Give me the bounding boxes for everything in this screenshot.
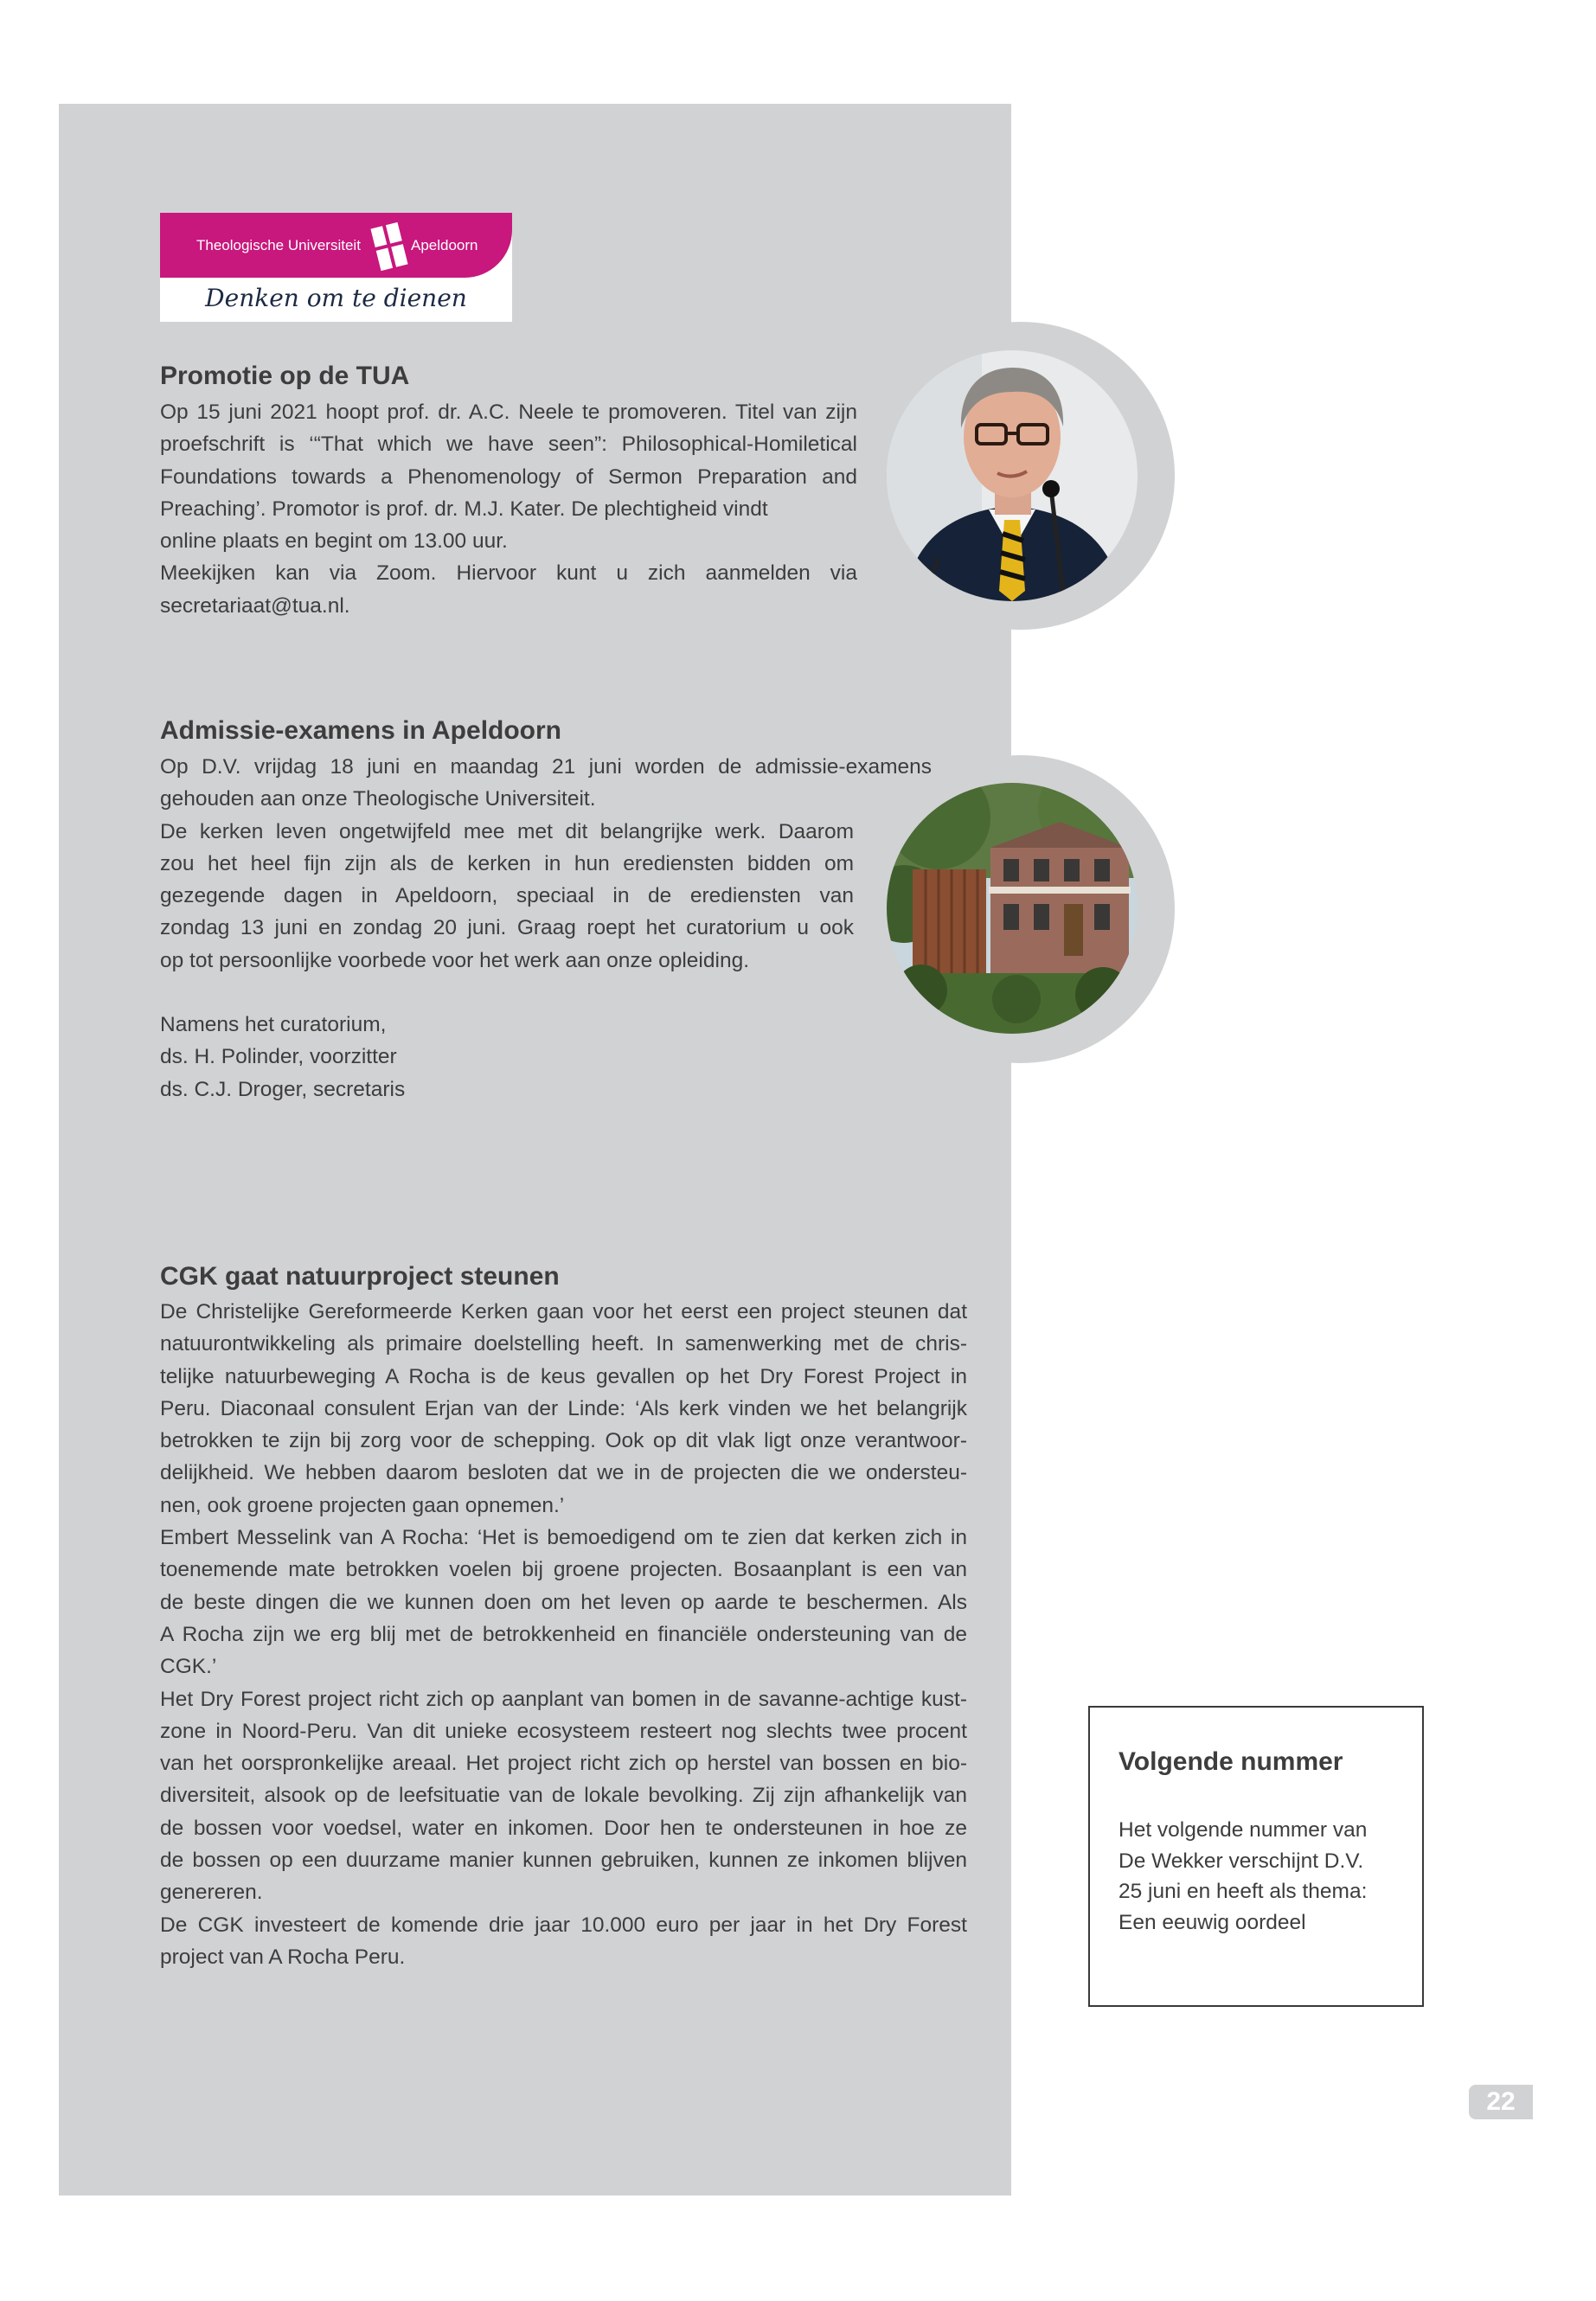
admissie-line: De kerken leven ongetwijfeld mee met dit belangrijke werk. Daarom	[160, 819, 854, 843]
admissie-signature	[160, 1009, 679, 1106]
cgk-line: A Rocha zijn we erg blij met de betrokkenheid en financiële ondersteuning van de	[160, 1622, 967, 1646]
cgk-line: van het oorspronkelijke areaal. Het project richt zich op herstel van bossen en bio-	[160, 1752, 967, 1776]
tua-logo	[160, 213, 512, 322]
logo-tagline: Denken om te dienen	[205, 284, 467, 312]
cgk-line: de bossen op een duurzame manier kunnen gebruiken, kunnen ze inkomen blijven	[160, 1849, 967, 1873]
promotie-line: Foundations towards a Phenomenology of Sermon Preparation and	[160, 465, 857, 489]
logo-name-left: Theologische Universiteit	[196, 237, 361, 253]
admissie-line: gehouden aan onze Theologische Universiteit.	[160, 787, 596, 811]
cgk-paragraph	[160, 1296, 967, 1973]
cgk-line: CGK.’	[160, 1655, 217, 1679]
cgk-line: nen, ook groene projecten gaan opnemen.’	[160, 1493, 565, 1517]
cgk-line: zone in Noord-Peru. Van dit unieke ecosysteem resteert nog slechts twee procent	[160, 1719, 967, 1743]
volgende-nummer-title: Volgende nummer	[1118, 1747, 1343, 1776]
promotie-line: online plaats en begint om 13.00 uur.	[160, 529, 508, 554]
promotie-line: proefschrift is ‘“That which we have seen”: Philosophical-Homiletical	[160, 433, 857, 457]
admissie-paragraph	[160, 751, 932, 816]
cgk-line: project van A Rocha Peru.	[160, 1945, 406, 1969]
promotie-heading: Promotie op de TUA	[160, 362, 410, 390]
admissie-line: Op D.V. vrijdag 18 juni en maandag 21 juni worden de admissie-examens	[160, 755, 932, 779]
cgk-line: telijke natuurbeweging A Rocha is de keus gevallen op het Dry Forest Project in	[160, 1364, 967, 1388]
cgk-heading: CGK gaat natuurproject steunen	[160, 1262, 560, 1291]
cgk-line: toenemende mate betrokken voelen bij groene projecten. Bosaanplant is een van	[160, 1558, 967, 1582]
volgende-line: Het volgende nummer van	[1118, 1818, 1368, 1842]
volgende-nummer-box	[1088, 1706, 1424, 2007]
building-photo	[887, 783, 1138, 1034]
cgk-line: genereren.	[160, 1881, 263, 1905]
volgende-line: Een eeuwig oordeel	[1118, 1910, 1306, 1934]
admissie-paragraph-continued	[160, 816, 854, 977]
admissie-line: op tot persoonlijke voorbede voor het werk aan onze opleiding.	[160, 948, 749, 972]
promotie-line: Preaching’. Promotor is prof. dr. M.J. Kater. De plechtigheid vindt	[160, 497, 768, 521]
logo-name-right: Apeldoorn	[411, 237, 478, 253]
promotie-line: Meekijken kan via Zoom. Hiervoor kunt u zich aanmelden via	[160, 561, 857, 586]
signature-line: ds. H. Polinder, voorzitter	[160, 1045, 397, 1069]
cgk-line: de beste dingen die we kunnen doen om het leven op aarde te beschermen. Als	[160, 1590, 967, 1614]
admissie-line: gezegende dagen in Apeldoorn, speciaal in de erediensten van	[160, 884, 854, 908]
cgk-line: betrokken te zijn bij zorg voor de schepping. Ook op dit vlak ligt onze verantwoor-	[160, 1429, 967, 1453]
cgk-line: Peru. Diaconaal consulent Erjan van der Linde: ‘Als kerk vinden we het belangrijk	[160, 1396, 967, 1420]
cgk-line: diversiteit, alsook op de leefsituatie van de lokale bevolking. Zij zijn afhankelijk van	[160, 1784, 967, 1808]
logo-banner	[160, 213, 512, 278]
volgende-nummer-text	[1118, 1815, 1367, 1938]
admissie-line: zondag 13 juni en zondag 20 juni. Graag roept het curatorium u ook	[160, 916, 854, 940]
page-number: 22	[1469, 2085, 1533, 2119]
promotie-line: secretariaat@tua.nl.	[160, 593, 350, 618]
cgk-line: Embert Messelink van A Rocha: ‘Het is bemoedigend om te zien dat kerken zich in	[160, 1526, 967, 1550]
cgk-line: de bossen voor voedsel, water en inkomen. Door hen te ondersteunen in hoe ze	[160, 1816, 967, 1840]
cgk-line: De Christelijke Gereformeerde Kerken gaan voor het eerst een project steunen dat	[160, 1300, 967, 1324]
volgende-line: 25 juni en heeft als thema:	[1118, 1880, 1368, 1903]
admissie-line: zou het heel fijn zijn als de kerken in hun erediensten bidden om	[160, 851, 854, 875]
cgk-line: natuurontwikkeling als primaire doelstelling heeft. In samenwerking met de chris-	[160, 1332, 967, 1356]
cgk-line: Het Dry Forest project richt zich op aanplant van bomen in de savanne-achtige kust-	[160, 1687, 967, 1711]
cgk-line: De CGK investeert de komende drie jaar 10.000 euro per jaar in het Dry Forest	[160, 1913, 967, 1937]
volgende-line: De Wekker verschijnt D.V.	[1118, 1849, 1364, 1873]
signature-line: Namens het curatorium,	[160, 1013, 387, 1036]
cross-emblem-icon	[369, 221, 410, 272]
signature-line: ds. C.J. Droger, secretaris	[160, 1077, 406, 1101]
portrait-photo	[887, 350, 1138, 601]
promotie-line: Op 15 juni 2021 hoopt prof. dr. A.C. Neele te promoveren. Titel van zijn	[160, 401, 857, 424]
promotie-paragraph	[160, 396, 857, 622]
admissie-heading: Admissie-examens in Apeldoorn	[160, 716, 562, 745]
cgk-line: delijkheid. We hebben daarom besloten dat we in de projecten die we ondersteu-	[160, 1461, 967, 1485]
